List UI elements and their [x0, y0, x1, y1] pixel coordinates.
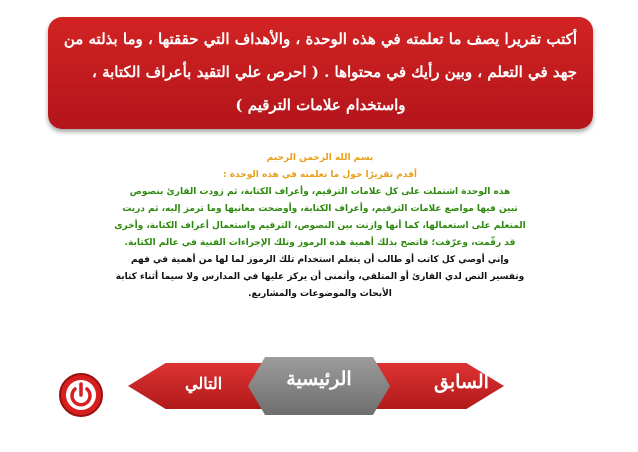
recommendation-line: وإني أوصي كل كاتب أو طالب أن يتعلم استخدام تلك الرموز لما لها من أهمية في فهم	[130, 255, 510, 265]
recommendation-line: الأبحاث والموضوعات والمشاريع.	[248, 289, 392, 299]
report-line: المتعلم على استعمالها، كما أنها وازنت بين النصوص، الترقيم واستعمال أعراف الكتابة، وأخرى	[114, 221, 526, 231]
report-line: هذه الوحدة اشتملت على كل علامات الترقيم، وأعراف الكتابة، ثم زودت القارئ بنصوص	[129, 187, 511, 197]
instruction-line-1: أكتب تقريرا يصف ما تعلمته في هذه الوحدة ، والأهداف التي حققتها ، وما بذلته من	[63, 30, 577, 48]
report-body	[70, 150, 570, 303]
report-intro: أقدم تقريرًا حول ما تعلمته في هذه الوحدة :	[222, 170, 417, 180]
instruction-line-3: واستخدام علامات الترقيم )	[235, 96, 406, 114]
instruction-line-2: جهد في التعلم ، وبين رأيك في محتواها . ( احرص علي التقيد بأعراف الكتابة ،	[92, 63, 577, 81]
report-line: قد رقّمت، وعرّفت؛ فاتضح بذلك أهمية هذه الرموز وتلك الإجراءات الفنية في عالم الكتابة.	[124, 238, 516, 248]
instruction-banner	[48, 17, 593, 129]
home-button-label[interactable]: الرئيسية	[286, 368, 352, 390]
recommendation-line: وتفسير النص لدي القارئ أو المتلقي، وأتمنى أن يركز عليها في المدارس ولا سيما أثناء كتابة	[115, 272, 525, 282]
basmala: بسم الله الرحمن الرحيم	[266, 153, 374, 163]
next-button[interactable]: التالي	[185, 374, 223, 393]
report-line: تبين فيها مواضع علامات الترقيم، وأعراف الكتابة، وأوضحت معانيها وما ترمز إليه، ثم دربت	[122, 204, 518, 214]
power-button[interactable]	[58, 372, 104, 418]
previous-button[interactable]: السابق	[434, 371, 489, 393]
